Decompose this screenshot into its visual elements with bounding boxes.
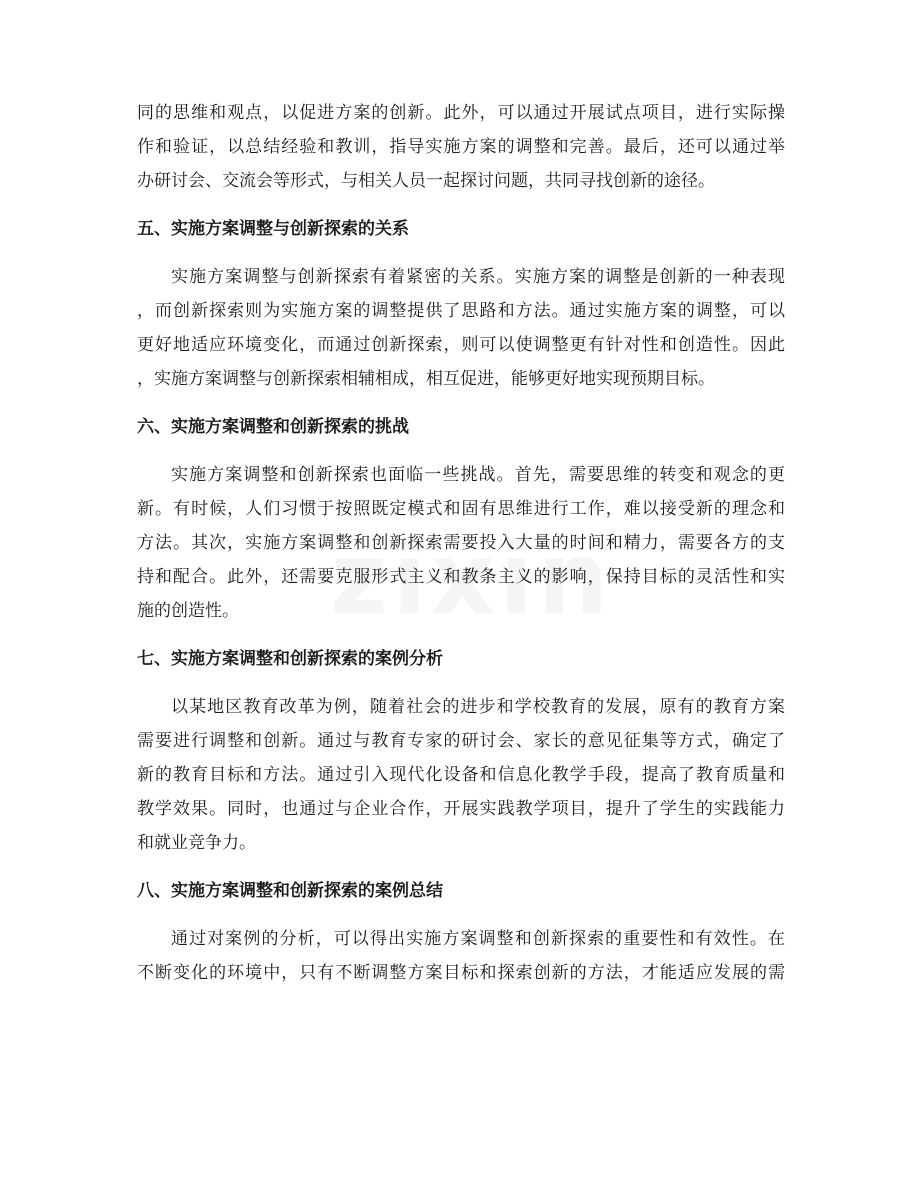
paragraph-line: 办研讨会、交流会等形式，与相关人员一起探讨问题，共同寻找创新的途径。 bbox=[137, 171, 715, 191]
section-heading: 五、实施方案调整与创新探索的关系 bbox=[137, 219, 409, 239]
document-page bbox=[137, 96, 785, 990]
paragraph-line: ，实施方案调整与创新探索相辅相成，相互促进，能够更好地实现预期目标。 bbox=[137, 369, 715, 389]
paragraph-line: 需要进行调整和创新。通过与教育专家的研讨会、家长的意见征集等方式，确定了 bbox=[137, 731, 785, 751]
paragraph-line: 和就业竞争力。 bbox=[137, 833, 256, 853]
paragraph-line: 新。有时候，人们习惯于按照既定模式和固有思维进行工作，难以接受新的理念和 bbox=[137, 499, 785, 519]
section-heading: 六、实施方案调整和创新探索的挑战 bbox=[137, 417, 409, 437]
section-paragraph bbox=[137, 260, 785, 396]
paragraph-line: 方法。其次，实施方案调整和创新探索需要投入大量的时间和精力，需要各方的支 bbox=[137, 533, 785, 553]
section-paragraph bbox=[137, 458, 785, 628]
paragraph-line: 实施方案调整和创新探索也面临一些挑战。首先，需要思维的转变和观念的更 bbox=[171, 465, 785, 485]
paragraph-line: 实施方案调整与创新探索有着紧密的关系。实施方案的调整是创新的一种表现 bbox=[171, 267, 785, 287]
paragraph-line: 更好地适应环境变化，而通过创新探索，则可以使调整更有针对性和创造性。因此 bbox=[137, 335, 785, 355]
section-paragraph bbox=[137, 690, 785, 860]
section-heading: 七、实施方案调整和创新探索的案例分析 bbox=[137, 649, 443, 669]
paragraph-line: 同的思维和观点，以促进方案的创新。此外，可以通过开展试点项目，进行实际操 bbox=[137, 103, 785, 123]
paragraph-line: 新的教育目标和方法。通过引入现代化设备和信息化教学手段，提高了教育质量和 bbox=[137, 765, 785, 785]
paragraph-line: 作和验证，以总结经验和教训，指导实施方案的调整和完善。最后，还可以通过举 bbox=[137, 137, 785, 157]
section-paragraph bbox=[137, 922, 785, 990]
paragraph-line: 以某地区教育改革为例，随着社会的进步和学校教育的发展，原有的教育方案 bbox=[171, 697, 785, 717]
paragraph-line: 通过对案例的分析，可以得出实施方案调整和创新探索的重要性和有效性。在 bbox=[171, 929, 785, 949]
paragraph-line: 持和配合。此外，还需要克服形式主义和教条主义的影响，保持目标的灵活性和实 bbox=[137, 567, 785, 587]
paragraph-line: 教学效果。同时，也通过与企业合作，开展实践教学项目，提升了学生的实践能力 bbox=[137, 799, 785, 819]
paragraph-line: 施的创造性。 bbox=[137, 601, 239, 621]
section-heading: 八、实施方案调整和创新探索的案例总结 bbox=[137, 881, 443, 901]
intro-paragraph bbox=[137, 96, 785, 198]
paragraph-line: ，而创新探索则为实施方案的调整提供了思路和方法。通过实施方案的调整，可以 bbox=[137, 301, 785, 321]
paragraph-line: 不断变化的环境中，只有不断调整方案目标和探索创新的方法，才能适应发展的需 bbox=[137, 963, 785, 983]
